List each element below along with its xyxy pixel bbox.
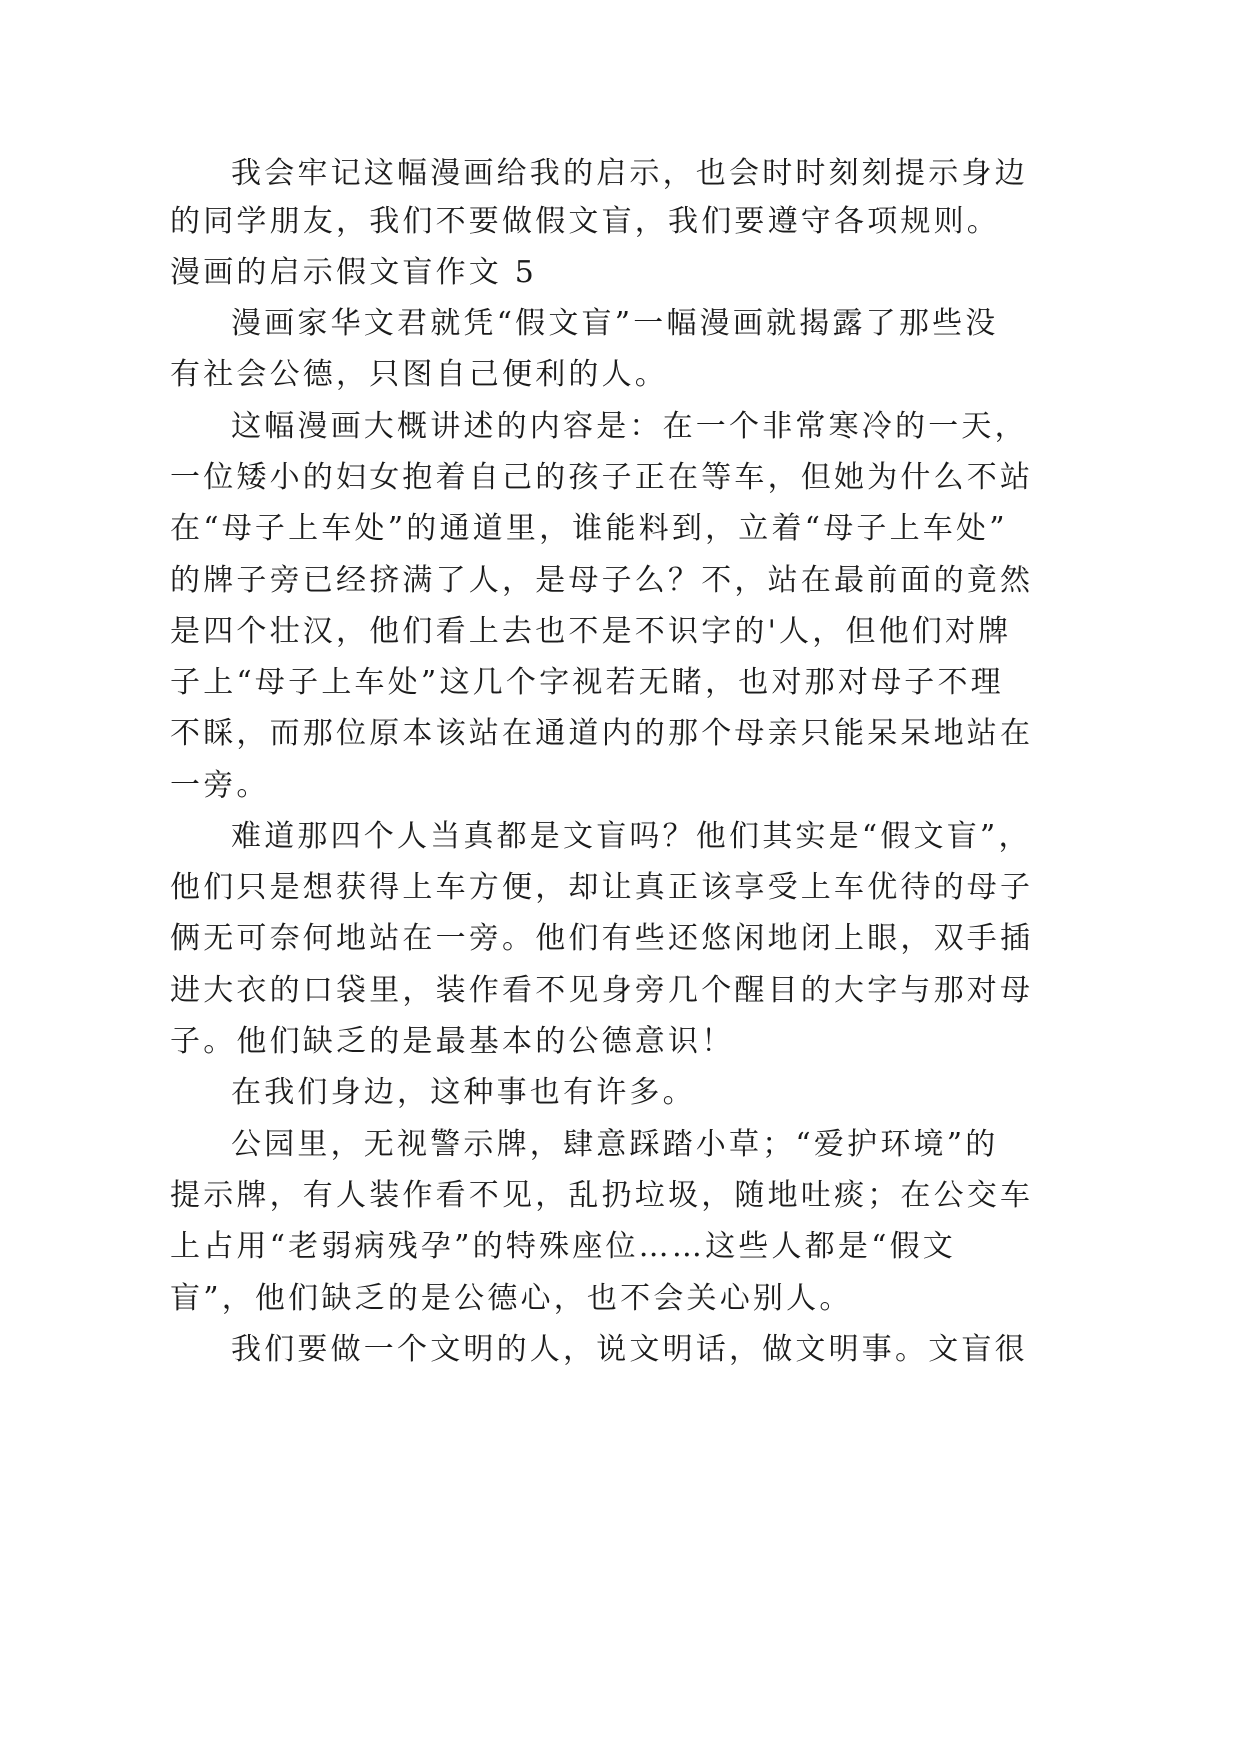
paragraph-line: 俩无可奈何地站在一旁。他们有些还悠闲地闭上眼，双手插 [170, 921, 1034, 956]
paragraph-line: 有社会公德，只图自己便利的人。 [170, 357, 668, 392]
paragraph-line: 上占用“老弱病残孕”的特殊座位……这些人都是“假文 [170, 1229, 957, 1264]
paragraph-line: 进大衣的口袋里，装作看不见身旁几个醒目的大字与那对母 [170, 973, 1034, 1008]
paragraph-line: 是四个壮汉，他们看上去也不是不识字的'人，但他们对牌 [170, 614, 1012, 649]
paragraph-line: 他们只是想获得上车方便，却让真正该享受上车优待的母子 [170, 870, 1034, 905]
paragraph-line: 漫画家华文君就凭“假文盲”一幅漫画就揭露了那些没 [231, 306, 999, 341]
paragraph-line: 难道那四个人当真都是文盲吗？他们其实是“假文盲”， [231, 819, 1032, 854]
paragraph-line: 子。他们缺乏的是最基本的公德意识！ [170, 1024, 735, 1059]
paragraph-line: 公园里，无视警示牌，肆意踩踏小草；“爱护环境”的 [231, 1127, 999, 1162]
paragraph-line: 我会牢记这幅漫画给我的启示，也会时时刻刻提示身边 [231, 156, 1028, 191]
paragraph-line: 我们要做一个文明的人，说文明话，做文明事。文盲很 [231, 1332, 1028, 1367]
paragraph-line: 这幅漫画大概讲述的内容是：在一个非常寒冷的一天， [231, 409, 1028, 444]
paragraph-line: 提示牌，有人装作看不见，乱扔垃圾，随地吐痰；在公交车 [170, 1178, 1034, 1213]
paragraph-line: 一旁。 [170, 768, 270, 803]
paragraph-line: 在“母子上车处”的通道里，谁能料到，立着“母子上车处” [170, 511, 1008, 546]
paragraph-line: 的同学朋友，我们不要做假文盲，我们要遵守各项规则。 [170, 204, 1000, 239]
section-heading: 漫画的启示假文盲作文 5 [170, 255, 538, 290]
paragraph-line: 子上“母子上车处”这几个字视若无睹，也对那对母子不理 [170, 665, 1004, 700]
paragraph-line: 盲”，他们缺乏的是公德心，也不会关心别人。 [170, 1281, 853, 1316]
paragraph-line: 不睬，而那位原本该站在通道内的那个母亲只能呆呆地站在 [170, 716, 1034, 751]
paragraph-line: 的牌子旁已经挤满了人，是母子么？不，站在最前面的竟然 [170, 563, 1034, 598]
paragraph-line: 在我们身边，这种事也有许多。 [231, 1075, 696, 1110]
paragraph-line: 一位矮小的妇女抱着自己的孩子正在等车，但她为什么不站 [170, 460, 1034, 495]
